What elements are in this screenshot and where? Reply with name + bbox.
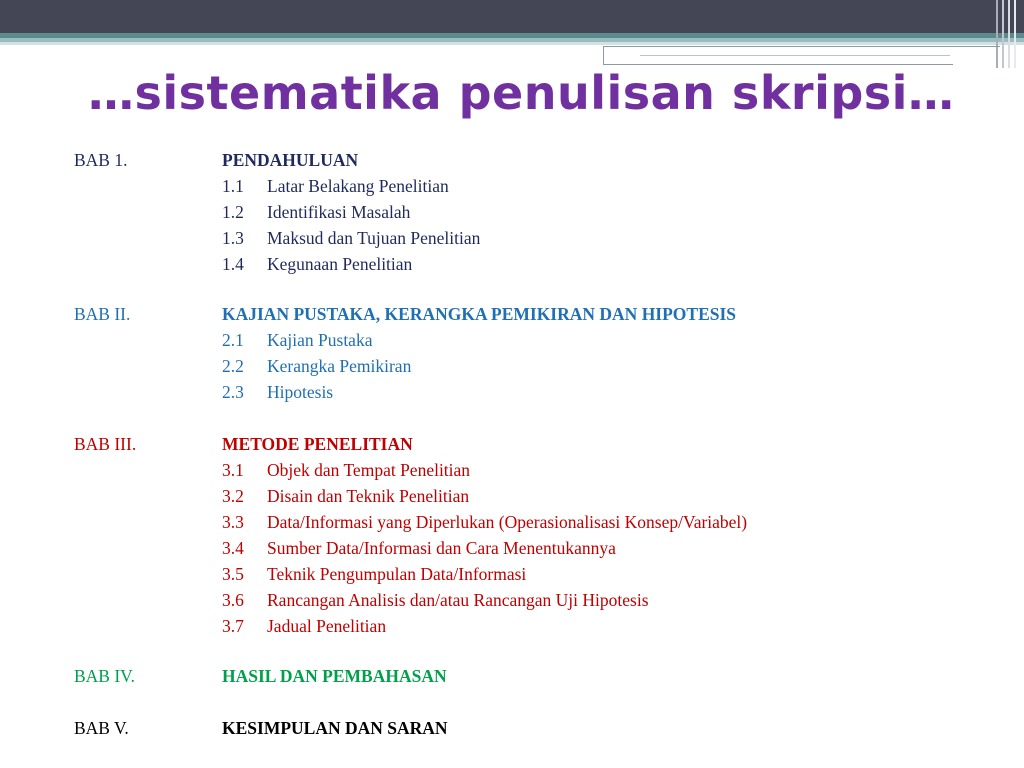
title-frame-line — [640, 55, 950, 56]
item-number: 1.2 — [222, 202, 244, 222]
chapter-heading: KESIMPULAN DAN SARAN — [222, 718, 448, 738]
item-number: 2.3 — [222, 382, 244, 402]
item-number: 3.1 — [222, 460, 244, 480]
item-number: 3.7 — [222, 616, 244, 636]
item-text: Hipotesis — [267, 382, 334, 402]
stripe — [996, 0, 998, 68]
item-text: Disain dan Teknik Penelitian — [267, 486, 470, 506]
item-text: Kerangka Pemikiran — [267, 356, 412, 376]
item-number: 1.1 — [222, 176, 244, 196]
title-frame-line — [603, 46, 1000, 47]
chapter-label: BAB IV. — [74, 666, 135, 686]
title-frame-line — [603, 46, 604, 64]
chapter-heading: METODE PENELITIAN — [222, 434, 413, 454]
item-number: 3.6 — [222, 590, 244, 610]
item-number: 3.4 — [222, 538, 244, 558]
item-text: Jadual Penelitian — [267, 616, 387, 636]
item-text: Objek dan Tempat Penelitian — [267, 460, 471, 480]
header-stripe-faint — [0, 42, 1024, 45]
chapter-heading: PENDAHULUAN — [222, 150, 359, 170]
item-text: Teknik Pengumpulan Data/Informasi — [267, 564, 527, 584]
stripe — [1014, 0, 1016, 68]
chapter-heading: KAJIAN PUSTAKA, KERANGKA PEMIKIRAN DAN HIPOTESIS — [222, 304, 737, 324]
item-number: 3.3 — [222, 512, 244, 532]
item-text: Data/Informasi yang Diperlukan (Operasionalisasi Konsep/Variabel) — [267, 512, 748, 532]
decorative-stripes — [990, 0, 1024, 68]
chapter-label: BAB 1. — [74, 150, 128, 170]
chapter-heading: HASIL DAN PEMBAHASAN — [222, 666, 447, 686]
title-frame-line — [603, 64, 953, 65]
item-number: 3.5 — [222, 564, 244, 584]
item-number: 1.3 — [222, 228, 244, 248]
item-number: 2.2 — [222, 356, 244, 376]
item-text: Sumber Data/Informasi dan Cara Menentukannya — [267, 538, 616, 558]
item-text: Latar Belakang Penelitian — [267, 176, 449, 196]
item-number: 1.4 — [222, 254, 244, 274]
item-text: Kajian Pustaka — [267, 330, 373, 350]
chapter-label: BAB III. — [74, 434, 137, 454]
item-text: Identifikasi Masalah — [267, 202, 411, 222]
chapter-label: BAB II. — [74, 304, 131, 324]
stripe — [1002, 0, 1004, 68]
chapter-label: BAB V. — [74, 718, 129, 738]
item-number: 3.2 — [222, 486, 244, 506]
stripe — [1008, 0, 1010, 68]
item-text: Kegunaan Penelitian — [267, 254, 413, 274]
item-text: Rancangan Analisis dan/atau Rancangan Uji Hipotesis — [267, 590, 649, 610]
item-number: 2.1 — [222, 330, 244, 350]
header-bar — [0, 0, 1024, 33]
slide-title: …sistematika penulisan skripsi… — [88, 66, 955, 120]
item-text: Maksud dan Tujuan Penelitian — [267, 228, 481, 248]
